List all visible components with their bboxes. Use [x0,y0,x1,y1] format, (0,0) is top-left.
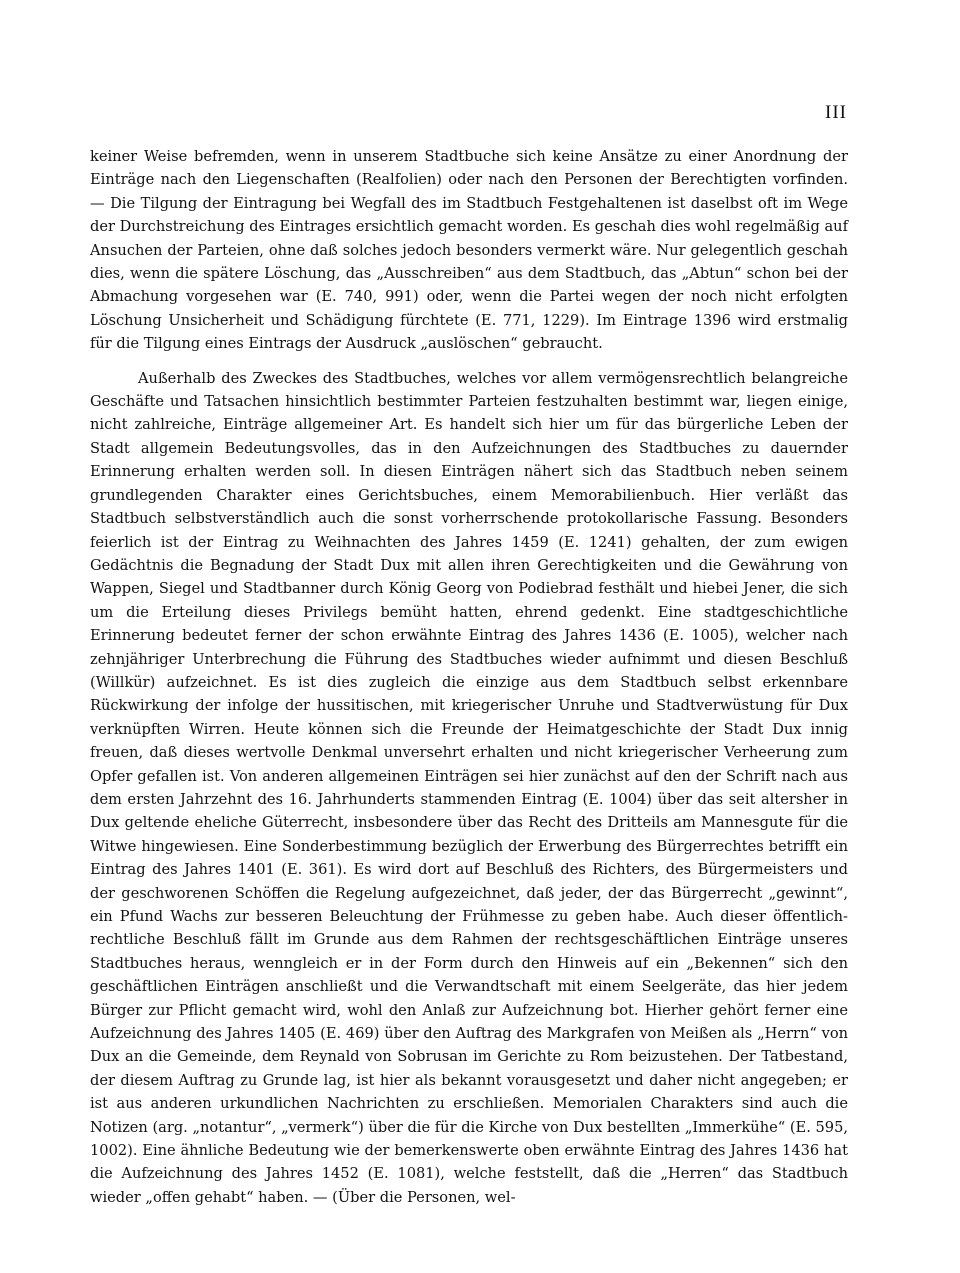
paragraph-2: Außerhalb des Zweckes des Stadtbuches, welches vor allem vermögensrechtlich belangreiche Geschäfte und Tatsachen hinsichtlich bestimmter Parteien festzuhalten bestimmt war, liegen einige, nicht zahlreiche, Einträge allgemeiner Art. Es handelt sich hier um für das bürgerliche Leben der Stadt allgemein Bedeutungsvolles, das in den Aufzeichnungen des Stadtbuches zu dauernder Erinnerung erhalten werden soll. In diesen Einträgen nähert sich das Stadtbuch neben seinem grundlegenden Charakter eines Gerichtsbuches, einem Memorabilienbuch. Hier verläßt das Stadtbuch selbstverständlich auch die sonst vorherrschende protokollarische Fassung. Besonders feierlich ist der Eintrag zu Weihnachten des Jahres 1459 (E. 1241) gehalten, der zum ewigen Gedächtnis die Begnadung der Stadt Dux mit allen ihren Gerechtigkeiten und die Gewährung von Wappen, Siegel und Stadtbanner durch König Georg von Podiebrad festhält und hiebei Jener, die sich um die Erteilung dieses Privilegs bemüht hatten, ehrend gedenkt. Eine stadtgeschichtliche Erinnerung bedeutet ferner der schon erwähnte Eintrag des Jahres 1436 (E. 1005), welcher nach zehnjähriger Unterbrechung die Führung des Stadtbuches wieder aufnimmt und diesen Beschluß (Willkür) aufzeichnet. Es ist dies zugleich die einzige aus dem Stadtbuch selbst erkennbare Rückwirkung der infolge der hussitischen, mit kriegerischer Unruhe und Stadtverwüstung für Dux verknüpften Wirren. Heute können sich die Freunde der Heimatgeschichte der Stadt Dux innig freuen, daß dieses wertvolle Denkmal unversehrt erhalten und nicht kriegerischer Verheerung zum Opfer gefallen ist. Von anderen allgemeinen Einträgen sei hier zunächst auf den der Schrift nach aus dem ersten Jahrzehnt des 16. Jahrhunderts stammenden Eintrag (E. 1004) über das seit altersher in Dux geltende eheliche Güterrecht, insbesondere über das Recht des Dritteils am Mannesgute für die Witwe hingewiesen. Eine Sonderbestimmung bezüglich der Erwerbung des Bürgerrechtes betrifft ein Eintrag des Jahres 1401 (E. 361). Es wird dort auf Beschluß des Richters, des Bürgermeisters und der geschworenen Schöffen die Regelung aufgezeichnet, daß jeder, der das Bürgerrecht „gewinnt“, ein Pfund Wachs zur besseren Beleuchtung der Frühmesse zu geben habe. Auch dieser öffentlich-rechtliche Beschluß fällt im Grunde aus dem Rahmen der rechtsgeschäftlichen Einträge unseres Stadtbuches heraus, wenngleich er in der Form durch den Hinweis auf ein „Bekennen“ sich den geschäftlichen Einträgen anschließt und die Verwandtschaft mit einem Seelgeräte, das hier jedem Bürger zur Pflicht gemacht wird, wohl den Anlaß zur Aufzeichnung bot. Hierher gehört ferner eine Aufzeichnung des Jahres 1405 (E. 469) über den Auftrag des Markgrafen von Meißen als „Herrn“ von Dux an die Gemeinde, dem Reynald von Sobrusan im Gerichte zu Rom beizustehen. Der Tatbestand, der diesem Auftrag zu Grunde lag, ist hier als bekannt vorausgesetzt und daher nicht angegeben; er ist aus anderen urkundlichen Nachrichten zu erschließen. Memorialen Charakters sind auch die Notizen (arg. „notantur“, „vermerk“) über die für die Kirche von Dux bestellten „Immerkühe“ (E. 595, 1002). Eine ähnliche Bedeutung wie der bemerkenswerte oben erwähnte Eintrag des Jahres 1436 hat die Aufzeichnung des Jahres 1452 (E. 1081), welche feststellt, daß die „Herren“ das Stadtbuch wieder „offen gehabt“ haben. — (Über die Personen, wel- [90,369,848,1206]
paragraph-1: keiner Weise befremden, wenn in unserem Stadtbuche sich keine Ansätze zu einer Anordnung der Einträge nach den Liegenschaften (Realfolien) oder nach den Personen der Berechtigten vorfinden. — Die Tilgung der Eintragung bei Wegfall des im Stadtbuch Festgehaltenen ist daselbst oft im Wege der Durchstreichung des Eintrages ersichtlich gemacht worden. Es geschah dies wohl regelmäßig auf Ansuchen der Parteien, ohne daß solches jedoch besonders vermerkt wäre. Nur gelegentlich geschah dies, wenn die spätere Löschung, das „Ausschreiben“ aus dem Stadtbuch, das „Abtun“ schon bei der Abmachung vorgesehen war (E. 740, 991) oder, wenn die Partei wegen der noch nicht erfolgten Löschung Unsicherheit und Schädigung fürchtete (E. 771, 1229). Im Eintrage 1396 wird erstmalig für die Tilgung eines Eintrags der Ausdruck „auslöschen“ gebraucht. [90,148,848,353]
body-text [90,145,848,1209]
page-number: III [825,102,847,123]
